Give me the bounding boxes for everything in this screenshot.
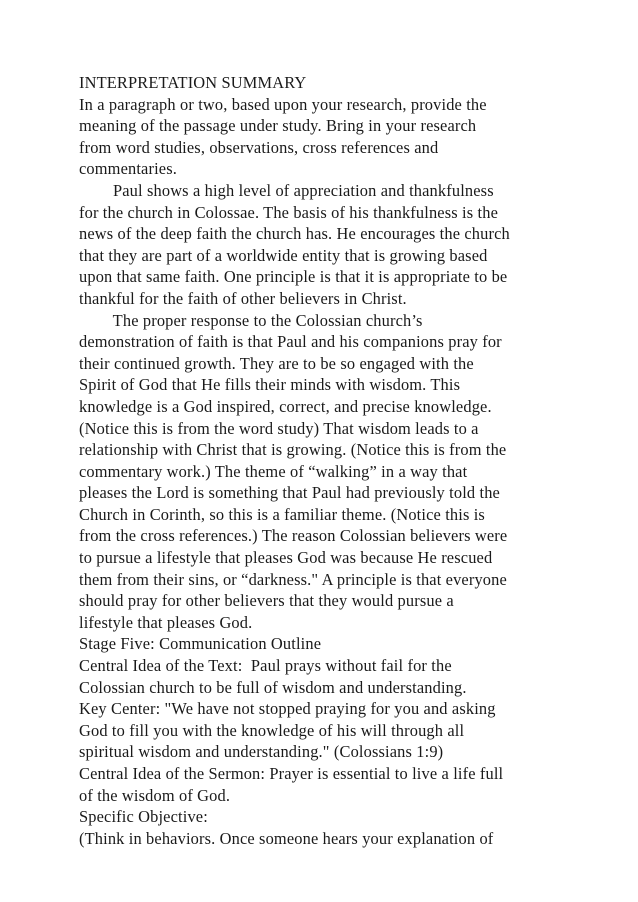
paragraph-line: Church in Corinth, so this is a familiar theme. (Notice this is (79, 504, 485, 524)
outline-line: of the wisdom of God. (79, 785, 231, 805)
text-line: meaning of the passage under study. Bring in your research (79, 116, 477, 136)
text-line: In a paragraph or two, based upon your research, provide the (79, 94, 487, 114)
paragraph-line: Spirit of God that He fills their minds with wisdom. This (79, 375, 461, 395)
text-line: from word studies, observations, cross references and (79, 137, 439, 157)
paragraph-line: knowledge is a God inspired, correct, and precise knowledge. (79, 396, 492, 416)
paragraph-line: pleases the Lord is something that Paul had previously told the (79, 483, 500, 503)
paragraph-line: their continued growth. They are to be so engaged with the (79, 353, 474, 373)
outline-line: spiritual wisdom and understanding." (Colossians 1:9) (79, 742, 444, 762)
paragraph-line: relationship with Christ that is growing. (Notice this is from the (79, 440, 507, 460)
outline-line: God to fill you with the knowledge of his will through all (79, 720, 465, 740)
heading-interpretation-summary: INTERPRETATION SUMMARY (79, 73, 307, 92)
outline-line: Specific Objective: (79, 807, 208, 827)
text-line: commentaries. (79, 159, 177, 179)
paragraph-line: commentary work.) The theme of “walking” in a way that (79, 461, 468, 481)
paragraph-line: them from their sins, or “darkness." A principle is that everyone (79, 569, 507, 589)
paragraph-line: from the cross references.) The reason Colossian believers were (79, 526, 508, 546)
heading-stage-five: Stage Five: Communication Outline (79, 634, 322, 654)
paragraph-line: upon that same faith. One principle is that it is appropriate to be (79, 267, 508, 287)
paragraph-line: to pursue a lifestyle that pleases God was because He rescued (79, 548, 493, 568)
paragraph-line: thankful for the faith of other believers in Christ. (79, 288, 407, 308)
paragraph-line: that they are part of a worldwide entity that is growing based (79, 245, 488, 265)
paragraph-line: news of the deep faith the church has. He encourages the church (79, 224, 510, 244)
outline-line: Key Center: "We have not stopped praying for you and asking (79, 699, 496, 719)
paragraph-line: for the church in Colossae. The basis of his thankfulness is the (79, 202, 498, 222)
outline-line: (Think in behaviors. Once someone hears your explanation of (79, 828, 494, 848)
paragraph-line: Paul shows a high level of appreciation and thankfulness (79, 180, 494, 200)
outline-line: Central Idea of the Sermon: Prayer is essential to live a life full (79, 764, 504, 783)
paragraph-line: The proper response to the Colossian church’s (79, 310, 423, 330)
outline-line: Colossian church to be full of wisdom and understanding. (79, 677, 467, 697)
outline-line: Central Idea of the Text: Paul prays without fail for the (79, 656, 452, 676)
paragraph-line: demonstration of faith is that Paul and his companions pray for (79, 332, 502, 352)
paragraph-line: lifestyle that pleases God. (79, 612, 253, 632)
document-page (79, 72, 579, 849)
paragraph-line: should pray for other believers that they would pursue a (79, 591, 454, 611)
paragraph-line: (Notice this is from the word study) That wisdom leads to a (79, 418, 479, 438)
